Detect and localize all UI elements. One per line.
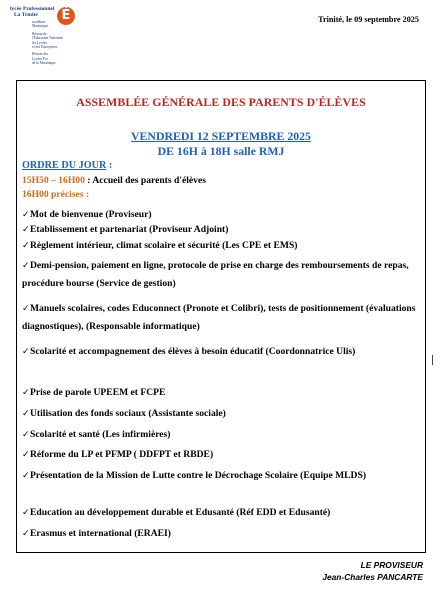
agenda-item bbox=[22, 504, 420, 522]
agenda-heading-colon: : bbox=[106, 160, 113, 171]
logo-emblem-icon: É bbox=[57, 7, 75, 25]
agenda-item bbox=[22, 300, 420, 336]
signature-role: LE PROVISEUR bbox=[360, 560, 423, 570]
logo-caption: Martinique bbox=[32, 24, 48, 29]
agenda-item bbox=[22, 467, 420, 485]
check-icon: ✓ bbox=[22, 261, 30, 271]
signature-name: Jean-Charles PANCARTE bbox=[322, 572, 423, 582]
check-icon: ✓ bbox=[22, 430, 30, 440]
check-icon: ✓ bbox=[22, 241, 30, 251]
agenda-item-text: Prise de parole UPEEM et FCPE bbox=[30, 387, 166, 398]
margin-mark bbox=[432, 355, 433, 365]
agenda-item bbox=[22, 257, 420, 293]
notice-frame bbox=[16, 80, 426, 553]
agenda-item-text: Scolarité et santé (Les infirmières) bbox=[30, 429, 171, 440]
check-icon: ✓ bbox=[22, 409, 30, 419]
slot-time: 15H50 – 16H00 bbox=[22, 175, 85, 186]
notice-title: ASSEMBLÉE GÉNÉRALE DES PARENTS D'ÉLÈVES bbox=[76, 95, 366, 109]
logo-school-type: lycée Professionnel bbox=[10, 6, 55, 12]
agenda-item-text: Etablissement et partenariat (Proviseur Adjoint) bbox=[30, 224, 229, 235]
agenda-item bbox=[22, 446, 420, 464]
agenda-slot-main bbox=[22, 189, 89, 200]
agenda-item-text: Réforme du LP et PFMP ( DDFPT et RBDE) bbox=[30, 449, 214, 460]
logo-school-name: La Trinité bbox=[14, 12, 38, 18]
agenda-item bbox=[22, 525, 420, 543]
slot-text: : Accueil des parents d'élèves bbox=[84, 175, 206, 186]
logo-caption: de la Martinique bbox=[32, 61, 56, 66]
logo-caption: les Lycées bbox=[32, 40, 47, 45]
agenda-heading bbox=[22, 160, 112, 171]
logo-caption: Lycées Pro bbox=[32, 56, 48, 61]
agenda-heading-label: ORDRE DU JOUR bbox=[22, 160, 107, 171]
agenda-item bbox=[22, 426, 420, 444]
agenda-item bbox=[22, 237, 420, 255]
check-icon: ✓ bbox=[22, 450, 30, 460]
logo-caption: et des Entreprises bbox=[32, 45, 58, 50]
agenda-item-text: Utilisation des fonds sociaux (Assistante sociale) bbox=[30, 408, 226, 419]
meeting-time-place: DE 16H à 18H salle RMJ bbox=[157, 144, 285, 158]
check-icon: ✓ bbox=[22, 304, 30, 314]
agenda-item bbox=[22, 405, 420, 423]
check-icon: ✓ bbox=[22, 347, 30, 357]
logo-caption: l'Éducation Nationale bbox=[32, 36, 64, 41]
agenda-item bbox=[22, 384, 420, 402]
check-icon: ✓ bbox=[22, 471, 30, 481]
check-icon: ✓ bbox=[22, 210, 30, 220]
logo-caption: académie bbox=[32, 20, 46, 24]
agenda-slot-welcome bbox=[22, 175, 206, 186]
agenda-item bbox=[22, 343, 420, 361]
slot-time: 16H00 précises : bbox=[22, 189, 90, 200]
agenda-item-text: Règlement intérieur, climat scolaire et sécurité (Les CPE et EMS) bbox=[30, 240, 298, 251]
agenda-item-text: Manuels scolaires, codes Educonnect (Pronote et Colibri), tests de positionnement (évaluations diagnostiques), (Responsable informatique) bbox=[22, 303, 416, 332]
meeting-date: VENDREDI 12 SEPTEMBRE 2025 bbox=[131, 129, 311, 143]
check-icon: ✓ bbox=[22, 225, 30, 235]
check-icon: ✓ bbox=[22, 529, 30, 539]
check-icon: ✓ bbox=[22, 508, 30, 518]
agenda-item-text: Demi-pension, paiement en ligne, protocole de prise en charge des remboursements de repas, procédure bourse (Service de gestion) bbox=[22, 260, 409, 289]
agenda-item-text: Scolarité et accompagnement des élèves à besoin éducatif (Coordonnatrice Ulis) bbox=[30, 346, 356, 357]
logo-caption: Réseau de bbox=[32, 31, 47, 36]
agenda-item-text: Education au développement durable et Edusanté (Réf EDD et Edusanté) bbox=[30, 507, 331, 518]
agenda-item-text: Présentation de la Mission de Lutte contre le Décrochage Scolaire (Equipe MLDS) bbox=[30, 470, 367, 481]
agenda-item-text: Mot de bienvenue (Proviseur) bbox=[30, 209, 152, 220]
check-icon: ✓ bbox=[22, 388, 30, 398]
date-line: Trinité, le 09 septembre 2025 bbox=[318, 15, 419, 24]
agenda-item-text: Erasmus et international (ERAEI) bbox=[30, 528, 171, 539]
school-logo bbox=[10, 6, 80, 78]
logo-caption: Réseau des bbox=[32, 52, 49, 57]
